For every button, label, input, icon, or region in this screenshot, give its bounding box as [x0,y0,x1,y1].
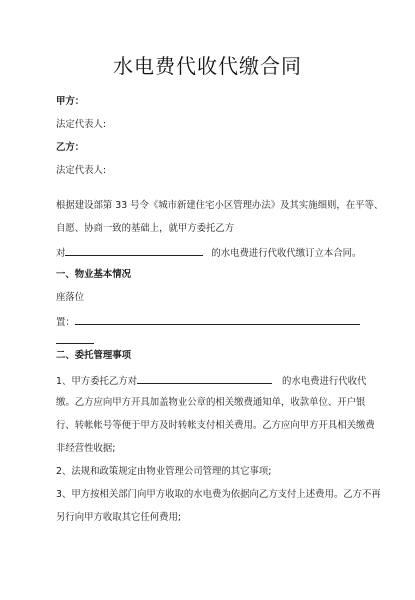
preamble-line-3-prefix: 对 [56,248,66,259]
item-1-line-4: 非经营性收据; [56,443,116,454]
section-1-title: 一、物业基本情况 [56,269,132,280]
party-a-label: 甲方： [56,96,85,107]
party-a-representative: 法定代表人: [56,119,107,130]
item-1-line-1 [56,373,367,389]
item-3-line-1: 3、甲方按相关部门向甲方收取的水电费为依据向乙方支付上述费用。乙方不再 [56,489,381,500]
preamble-line-2: 自愿、协商一致的基础上，就甲方委托乙方 [56,223,235,234]
document-title: 水电费代收代缴合同 [113,54,302,78]
section-2-title: 二、委托管理事项 [56,350,132,361]
blank-underline [75,314,360,325]
location-line [56,314,359,330]
blank-underline [56,333,94,344]
location-label-2: 置： [56,317,75,328]
location-label-1: 座落位 [56,292,85,303]
item-3-line-2: 另行向甲方收取其它任何费用; [56,512,182,523]
preamble-line-1: 根据建设部第 33 号令《城市新建住宅小区管理办法》及其实施细则，在平等、 [56,200,384,211]
party-b-representative: 法定代表人: [56,165,107,176]
party-b-label: 乙方： [56,142,85,153]
item-1-line-3: 行、转帐帐号等便于甲方及时转帐支付相关费用。乙方应向甲方开具相关缴费 [56,420,375,431]
item-1-line-2: 缴。乙方应向甲方开具加盖物业公章的相关缴费通知单，收款单位、开户银 [56,397,366,408]
preamble-line-3-suffix: 的水电费进行代收代缴订立本合同。 [211,248,362,259]
item-1-prefix: 1、甲方委托乙方对 [56,376,137,387]
location-line-continuation [56,333,96,349]
blank-underline [65,245,203,256]
preamble-line-3 [56,245,362,261]
blank-underline [137,373,272,384]
item-1-suffix: 的水电费进行代收代 [281,376,367,387]
item-2-line-1: 2、法规和政策规定由物业管理公司管理的其它事项; [56,466,272,477]
